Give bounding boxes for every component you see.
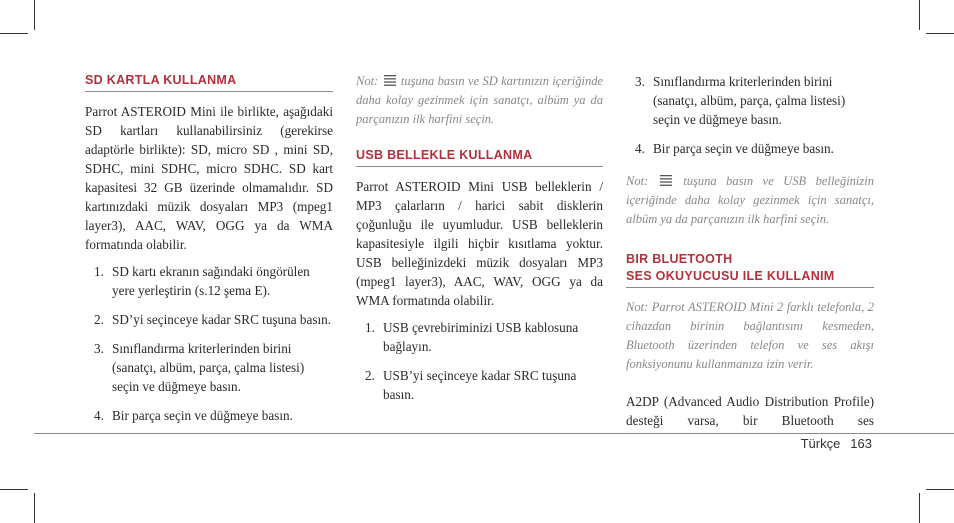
crop-mark-top-right-h <box>926 33 954 34</box>
list-item: 4. Bir parça seçin ve düğmeye basın. <box>94 408 293 423</box>
column-sd-card <box>85 72 333 425</box>
usb-steps-list <box>356 318 603 404</box>
section-heading-usb: USB BELLEKLE KULLANMA <box>356 147 603 167</box>
crop-mark-bottom-left-h <box>0 489 28 490</box>
list-item: 2. SD’yi seçinceye kadar SRC tuşuna basın. <box>94 312 332 327</box>
list-item: 1. USB çevrebiriminizi USB kablosuna bağlayın. <box>365 320 579 354</box>
crop-mark-top-right-v <box>919 0 920 30</box>
usb-intro-paragraph: Parrot ASTEROID Mini USB belleklerin / MP3 çalarların / harici sabit disklerin çoğunluğu ile uyumludur. USB belleklerin kapasitesiyle ilgili hiçbir kısıtlama yoktur. USB belleğinizdeki müzik dosyaları MP3 (mpeg1 layer3), AAC, WAV, OGG ya da WMA formatında olabilir. <box>356 179 603 308</box>
sd-steps-list <box>85 262 333 425</box>
footer-language: Türkçe <box>800 436 841 451</box>
list-item: 3. Sınıflandırma kriterlerinden birini (sanatçı, albüm, parça, çalma listesi) seçin ve düğmeye basın. <box>635 74 846 127</box>
page-number: 163 <box>850 436 872 451</box>
menu-icon <box>660 175 672 186</box>
crop-mark-bottom-right-h <box>926 489 954 490</box>
section-heading-sd: SD KARTLA KULLANMA <box>85 72 333 92</box>
column-bluetooth <box>626 72 874 430</box>
footer-rule <box>34 433 954 434</box>
menu-icon <box>384 75 396 86</box>
column-usb <box>356 72 603 404</box>
sd-intro-paragraph: Parrot ASTEROID Mini ile birlikte, aşağıdaki SD kartları kullanabilirsiniz (gerekirse adaptörle birlikte): SD, micro SD , mini SD, SDHC, mini SDHC, micro SDHC. SD kart kapasitesi 32 GB üzerinde olmamalıdır. SD kartınızdaki müzik dosyaları MP3 (mpeg1 layer3), AAC, WAV, OGG ya da WMA formatında olabilir. <box>85 104 333 252</box>
usb-steps-list-continued <box>626 72 874 158</box>
crop-mark-bottom-right-v <box>919 493 920 523</box>
crop-mark-top-left-v <box>34 0 35 30</box>
list-item: 3. Sınıflandırma kriterlerinden birini (sanatçı, albüm, parça, çalma listesi) seçin ve düğmeye basın. <box>94 341 305 394</box>
list-item: 4. Bir parça seçin ve düğmeye basın. <box>635 141 834 156</box>
list-item: 2. USB’yi seçinceye kadar SRC tuşuna basın. <box>365 368 577 402</box>
list-item: 1. SD kartı ekranın sağındaki öngörülen yere yerleştirin (s.12 şema E). <box>94 264 310 298</box>
page-footer <box>801 436 872 451</box>
sd-note: Not: tuşuna basın ve SD kartınızın içeriğinde daha kolay gezinmek için sanatçı, albüm ya da parçanızın ilk harfini seçin. <box>356 74 604 126</box>
usb-note: Not: tuşuna basın ve USB belleğinizin içeriğinde daha kolay gezinmek için sanatçı, albüm ya da parçanızın ilk harfini seçin. <box>626 174 874 226</box>
crop-mark-top-left-h <box>0 33 28 34</box>
bluetooth-note: Not: Parrot ASTEROID Mini 2 farklı telefonla, 2 cihazdan birinin bağlantısını kesmeden, Bluetooth üzerinden telefon ve ses akışı fonksiyonunu kullanmanıza izin verir. <box>626 300 874 371</box>
crop-mark-bottom-left-v <box>34 493 35 523</box>
section-heading-bluetooth: BIR BLUETOOTH SES OKUYUCUSU ILE KULLANIM <box>626 251 874 288</box>
bluetooth-paragraph: A2DP (Advanced Audio Distribution Profile) desteği varsa, bir Bluetooth ses <box>626 394 874 428</box>
